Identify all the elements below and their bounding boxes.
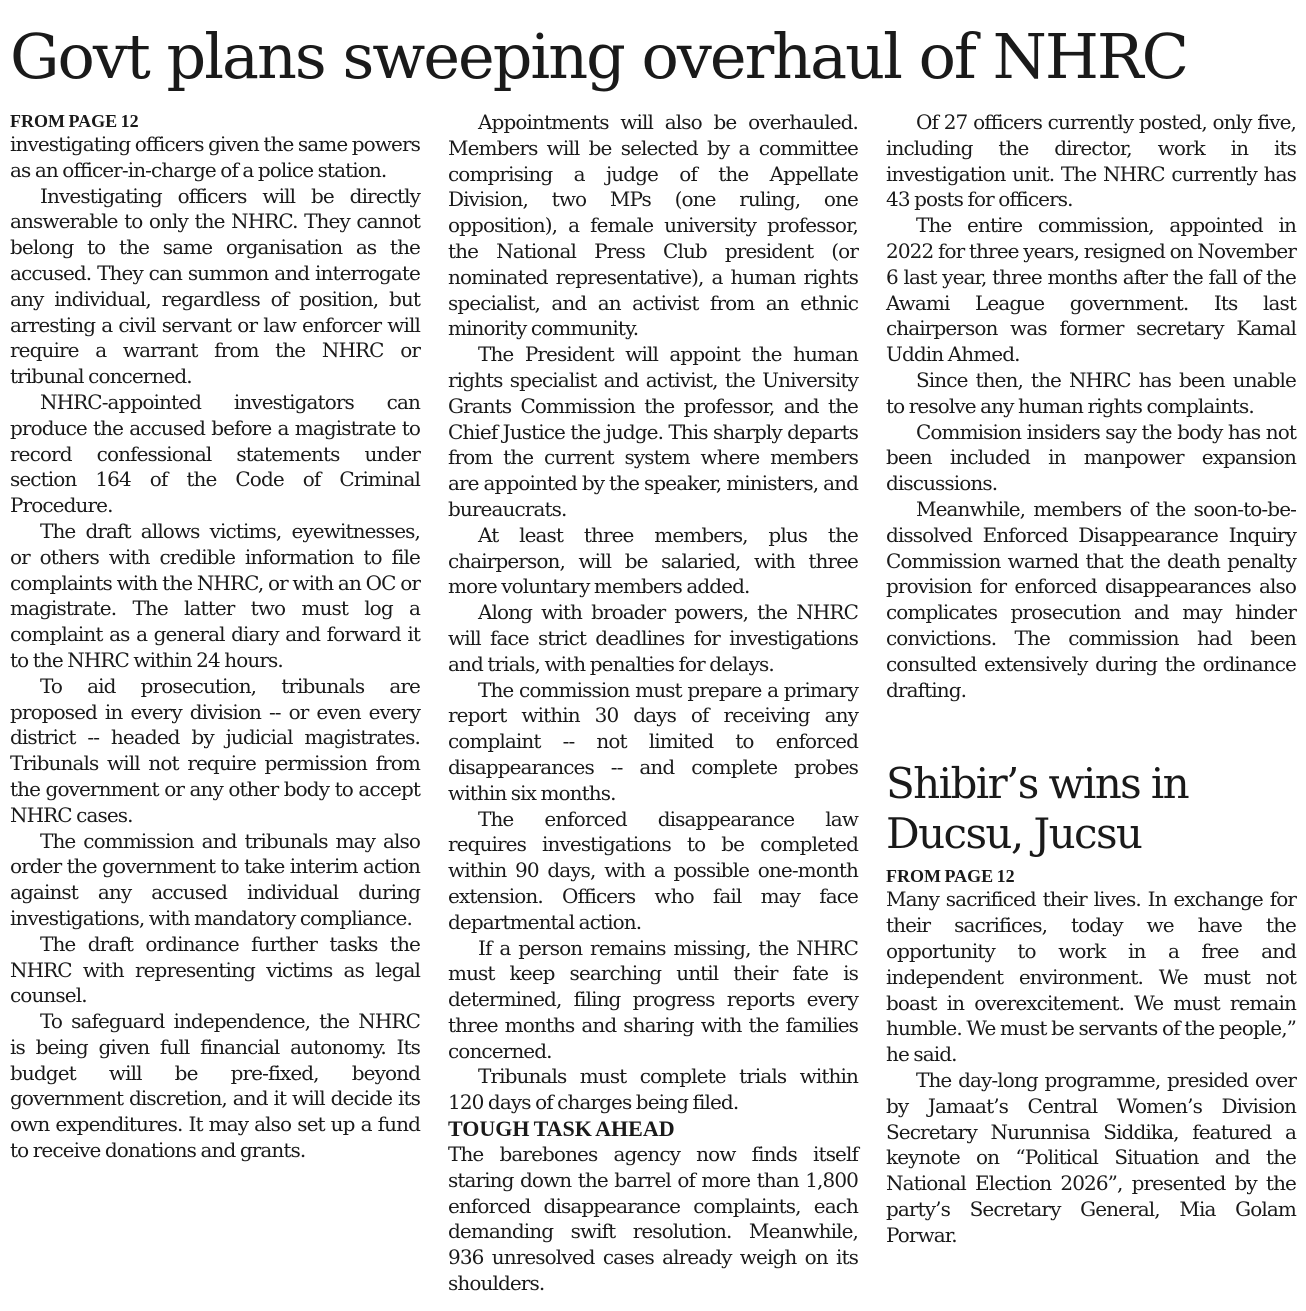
section-subhead: TOUGH TASK AHEAD <box>448 1116 675 1142</box>
second-story-headline: Shibir’s wins in Ducsu, Jucsu <box>886 759 1189 859</box>
paragraph: The President will appoint the human rights specialist and activist, the University Grants Commission the professor, and the Chief Justice the judge. This sharply departs from the current system where members are appointed by the speaker, ministers, and bureaucrats. <box>448 342 858 521</box>
story-headline: Govt plans sweeping overhaul of NHRC <box>10 20 1188 93</box>
paragraph: NHRC-appointed investigators can produce the accused before a magistrate to record confessional statements under section 164 of the Code of Criminal Procedure. <box>10 389 420 518</box>
paragraph: Of 27 officers currently posted, only five, including the director, work in its investigation unit. The NHRC currently has 43 posts for officers. <box>886 110 1296 212</box>
paragraph: Tribunals must complete trials within 120 days of charges being filed. <box>448 1064 858 1115</box>
paragraph: The draft ordinance further tasks the NHRC with representing victims as legal counsel. <box>10 931 420 1008</box>
article-column-1 <box>10 110 420 1164</box>
paragraph: Investigating officers will be directly answerable to only the NHRC. They cannot belong to the same organisation as the accused. They can summon and interrogate any individual, regardless of position, but arresting a civil servant or law enforcer will require a warrant from the NHRC or tribunal concerned. <box>10 183 420 389</box>
from-page-kicker: FROM PAGE 12 <box>886 866 1015 887</box>
paragraph: The enforced disappearance law requires investigations to be completed within 90 days, with a possible one-month extension. Officers who fail may face departmental action. <box>448 806 858 934</box>
paragraph: Meanwhile, members of the soon-to-be-dissolved Enforced Disappearance Inquiry Commission warned that the death penalty provision for enforced disappearances also complicates prosecution and may hinder convictions. The commission had been consulted extensively during the ordinance drafting. <box>886 496 1296 702</box>
paragraph: Many sacrificed their lives. In exchange for their sacrifices, today we have the opportunity to work in a free and independent environment. We must not boast in overexcitement. We must remain humble. We must be servants of the people,” he said. <box>886 887 1296 1067</box>
paragraph: The day-long programme, presided over by Jamaat’s Central Women’s Division Secretary Nurunnisa Siddika, featured a keynote on “Political Situation and the National Election 2026”, presented by the party’s Secretary General, Mia Golam Porwar. <box>886 1067 1296 1247</box>
paragraph: To safeguard independence, the NHRC is being given full financial autonomy. Its budget will be pre-fixed, beyond government discretion, and it will decide its own expenditures. It may also set up a fund to receive donations and grants. <box>10 1009 420 1163</box>
paragraph: Along with broader powers, the NHRC will face strict deadlines for investigations and trials, with penalties for delays. <box>448 600 858 676</box>
paragraph: The commission must prepare a primary report within 30 days of receiving any complaint -- not limited to enforced disappearances -- and complete probes within six months. <box>448 677 858 805</box>
article-column-3 <box>886 110 1296 1248</box>
paragraph: Since then, the NHRC has been unable to resolve any human rights complaints. <box>886 367 1296 418</box>
paragraph: Appointments will also be overhauled. Members will be selected by a committee comprising a judge of the Appellate Division, two MPs (one ruling, one opposition), a female university professor, the National Press Club president (or nominated representative), a human rights specialist, and an activist from an ethnic minority community. <box>448 110 858 341</box>
paragraph: At least three members, plus the chairperson, will be salaried, with three more voluntary members added. <box>448 522 858 599</box>
from-page-kicker: FROM PAGE 12 <box>10 111 139 131</box>
paragraph: Commision insiders say the body has not been included in manpower expansion discussions. <box>886 419 1296 496</box>
paragraph: If a person remains missing, the NHRC must keep searching until their fate is determined, filing progress reports every three months and sharing with the families concerned. <box>448 935 858 1063</box>
paragraph: investigating officers given the same powers as an officer-in-charge of a police station. <box>10 132 420 182</box>
article-column-2 <box>448 110 858 1297</box>
paragraph: To aid prosecution, tribunals are proposed in every division -- or even every district -- headed by judicial magistrates. Tribunals will not require permission from the government or any other body to accept NHRC cases. <box>10 673 420 827</box>
paragraph: The commission and tribunals may also order the government to take interim action against any accused individual during investigations, with mandatory compliance. <box>10 828 420 930</box>
paragraph: The draft allows victims, eyewitnesses, or others with credible information to file complaints with the NHRC, or with an OC or magistrate. The latter two must log a complaint as a general diary and forward it to the NHRC within 24 hours. <box>10 518 420 672</box>
paragraph: The barebones agency now finds itself staring down the barrel of more than 1,800 enforced disappearance complaints, each demanding swift resolution. Meanwhile, 936 unresolved cases already weigh on its shoulders. <box>448 1142 858 1296</box>
paragraph: The entire commission, appointed in 2022 for three years, resigned on November 6 last year, three months after the fall of the Awami League government. Its last chairperson was former secretary Kamal Uddin Ahmed. <box>886 213 1296 367</box>
